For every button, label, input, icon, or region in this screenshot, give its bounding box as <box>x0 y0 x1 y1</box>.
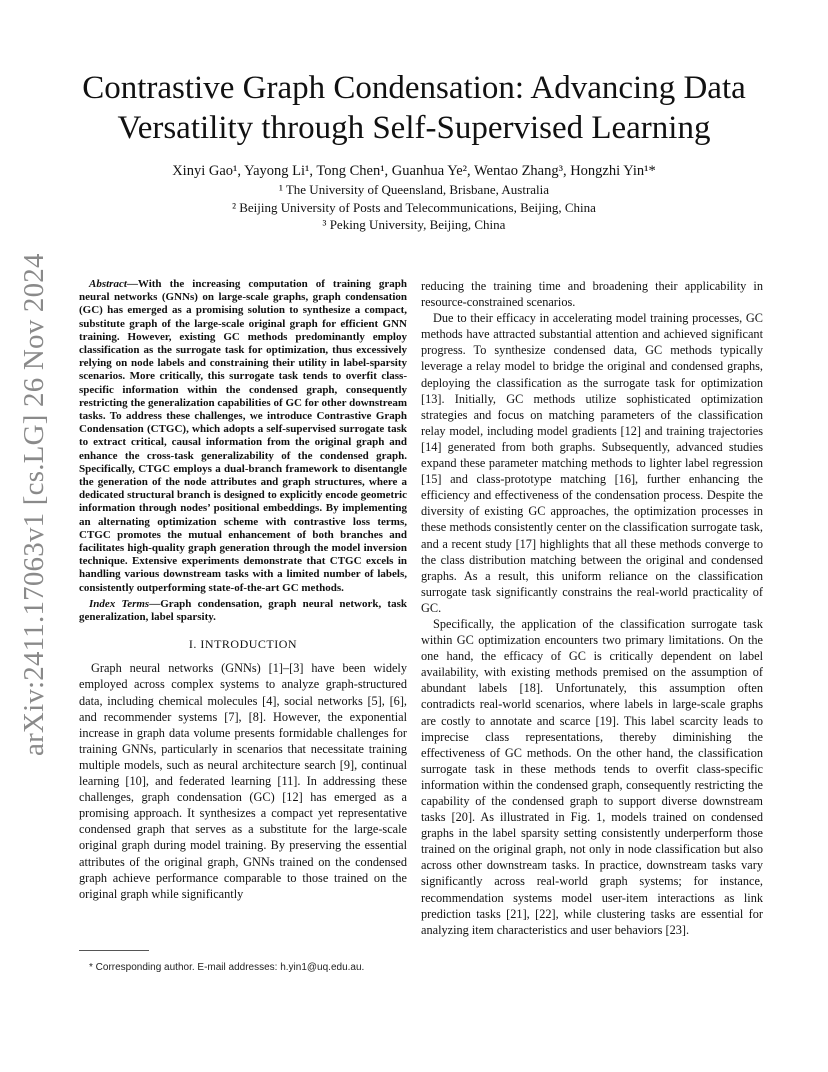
affiliation-3: ³ Peking University, Beijing, China <box>322 217 506 232</box>
left-column <box>79 278 407 902</box>
abstract-label: Abstract <box>89 278 127 290</box>
affiliation-2: ² Beijing University of Posts and Telecommunications, Beijing, China <box>232 200 596 215</box>
section-heading: I. INTRODUCTION <box>188 637 298 652</box>
abstract-text: —With the increasing computation of training graph neural networks (GNNs) on large-scale graphs, graph condensation (GC) has emerged as a promising solution to synthesize a compact, substitute graph of the large-scale original graph for efficient GNN training. However, existing GC methods predominantly employ classification as the surrogate task for optimization, thus excessively relying on node labels and constraining their utility in label-sparsity scenarios. More critically, this surrogate task tends to overfit class-specific information within the condensed graph, consequently restricting the generalization capabilities of GC for other downstream tasks. To address these challenges, we introduce Contrastive Graph Condensation (CTGC), which adopts a self-supervised surrogate task to extract critical, causal information from the original graph and enhance the cross-task generalizability of the condensed graph. Specifically, CTGC employs a dual-branch framework to disentangle the generation of the node attributes and graph structures, where a dedicated structural branch is designed to explicitly encode geometric information through nodes’ positional embeddings. By implementing an alternating optimization scheme with contrastive loss terms, CTGC promotes the mutual enhancement of both branches and facilitates high-quality graph generation through the model inversion technique. Extensive experiments demonstrate that CTGC excels in handling various downstream tasks with a limited number of labels, consistently outperforming state-of-the-art GC methods. <box>79 278 407 594</box>
index-terms-text: —Graph condensation, graph neural network, task generalization, label sparsity. <box>79 597 407 624</box>
affiliation-1: ¹ The University of Queensland, Brisbane, Australia <box>278 182 550 197</box>
paper-title: Contrastive Graph Condensation: Advancing Data Versatility through Self-Supervised Learning <box>82 70 746 146</box>
index-terms <box>79 598 407 624</box>
paragraph-gc-methods: Due to their efficacy in accelerating model training processes, GC methods have attracted substantial attention and achieved significant progress. To synthesize condensed data, GC methods typically leverage a relay model to bridge the original and condensed graphs, deploying the classification as the surrogate task for optimization [13]. Initially, GC methods utilize sophisticated optimization strategies and focus on matching parameters of the classification relay model, including model gradients [12] and training trajectories [14] generated from both graphs. Subsequently, advanced studies expand these parameter matching methods to lighter label regression [15] and class-prototype matching [16], further enhancing the efficiency and effectiveness of the condensation process. Despite the diversity of existing GC approaches, the optimization processes in these methods consistently center on the classification surrogate task, and a recent study [17] highlights that all these methods converge to the class distribution matching between the original and condensed graphs. As a result, this uniform reliance on the classification surrogate task significantly constrains the real-world practicality of GC. <box>421 311 763 615</box>
paragraph-limitations: Specifically, the application of the classification surrogate task within GC optimization encounters two primary limitations. On the one hand, the efficacy of GC is critically dependent on label availability, with existing methods premised on the assumption of abundant labels [18]. Unfortunately, this assumption often contradicts real-world scenarios, where labels in large-scale graphs are costly to annotate and scarce [19]. This label scarcity leads to imprecise class representations, thereby diminishing the effectiveness of GC methods. On the other hand, the classification surrogate task in these methods tends to overfit class-specific information within the condensed graph, consequently restricting the capability of the condensed graph to support diverse downstream tasks [20]. As illustrated in Fig. 1, models trained on condensed graphs in the label sparsity setting consistently underperform those trained on the original graph, not only in node classification but also across other downstream tasks. In practice, downstream tasks vary significantly across real-world graph systems; for instance, recommendation systems model user-item interactions as link prediction tasks [21], [22], while clustering tasks are essential for analyzing item characteristics and user behaviors [23]. <box>421 616 763 937</box>
intro-paragraph: Graph neural networks (GNNs) [1]–[3] have been widely employed across complex systems to analyze graph-structured data, including chemical molecules [4], social networks [5], [6], and recommender systems [7], [8]. However, the exponential increase in graph data volume presents formidable challenges for training GNNs, particularly in scenarios that necessitate training multiple models, such as neural architecture search [9], continual learning [10], and federated learning [11]. In addressing these challenges, graph condensation (GC) [12] has emerged as a promising approach. It synthesizes a compact yet representative condensed graph that serves as a substitute for the large-scale original graph during model training. By preserving the essential attributes of the original graph, GNNs trained on the condensed graph achieve performance comparable to those trained on the original graph while significantly <box>79 661 407 901</box>
author-list: Xinyi Gao¹, Yayong Li¹, Tong Chen¹, Guanhua Ye², Wentao Zhang³, Hongzhi Yin¹* <box>172 163 656 179</box>
index-terms-label: Index Terms <box>89 597 150 610</box>
paragraph-continued: reducing the training time and broadening their applicability in resource-constrained scenarios. <box>421 279 763 310</box>
abstract <box>79 278 407 595</box>
footnote-rule <box>79 950 149 951</box>
right-column <box>421 278 763 938</box>
footnote: * Corresponding author. E-mail addresses: h.yin1@uq.edu.au. <box>89 962 365 973</box>
arxiv-identifier[interactable]: arXiv:2411.17063v1 [cs.LG] 26 Nov 2024 <box>18 253 50 756</box>
